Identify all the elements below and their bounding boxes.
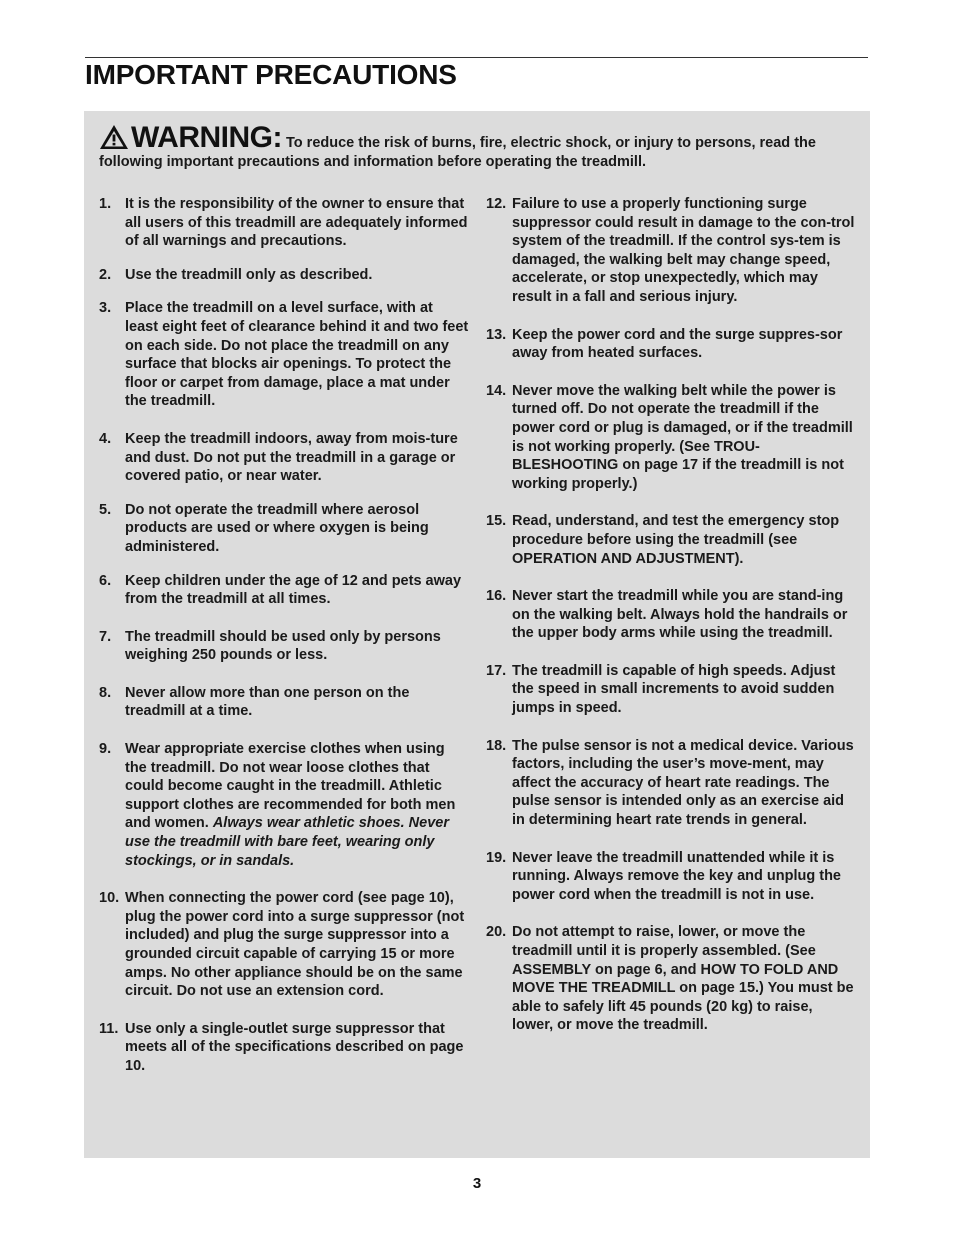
warning-word: WARNING: <box>131 121 282 154</box>
top-rule <box>85 57 868 58</box>
item-text: Read, understand, and test the emergency stop procedure before using the treadmill (see OPERATION AND ADJUSTMENT). <box>512 513 840 567</box>
page-title: IMPORTANT PRECAUTIONS <box>85 59 457 90</box>
item-number: 8. <box>99 684 112 701</box>
item-number: 3. <box>99 300 112 317</box>
item-number: 14. <box>486 382 507 399</box>
precaution-item-9 <box>99 740 469 870</box>
item-text: Keep children under the age of 12 and pets away from the treadmill at all times. <box>125 572 462 608</box>
precaution-item-2 <box>99 266 469 285</box>
precaution-item-14 <box>486 382 856 494</box>
item-number: 5. <box>99 501 112 518</box>
item-text: Never allow more than one person on the treadmill at a time. <box>125 684 410 720</box>
item-number: 18. <box>486 737 507 754</box>
precaution-item-8 <box>99 684 469 721</box>
precautions-panel <box>84 111 870 1158</box>
item-number: 6. <box>99 572 112 589</box>
item-text: Keep the power cord and the surge suppres-sor away from heated surfaces. <box>512 326 843 362</box>
page-number: 3 <box>472 1175 482 1192</box>
precaution-item-19 <box>486 849 856 905</box>
precaution-item-3 <box>99 299 469 411</box>
item-text: The treadmill should be used only by persons weighing 250 pounds or less. <box>125 628 441 664</box>
warning-triangle-icon <box>99 124 129 150</box>
item-number: 20. <box>486 924 507 941</box>
precaution-item-10 <box>99 889 469 1001</box>
item-number: 16. <box>486 588 507 605</box>
item-number: 9. <box>99 741 112 758</box>
item-number: 12. <box>486 196 507 212</box>
precaution-item-17 <box>486 662 856 718</box>
precaution-item-7 <box>99 628 469 665</box>
precaution-item-12 <box>486 195 856 307</box>
precaution-item-11 <box>99 1020 469 1076</box>
precaution-item-4 <box>99 430 469 486</box>
item-text: Never leave the treadmill unattended while it is running. Always remove the key and unplug the power cord when the treadmill is not in use. <box>512 849 841 903</box>
item-number: 1. <box>99 196 112 212</box>
item-text: Do not operate the treadmill where aerosol products are used or where oxygen is being administered. <box>125 501 429 555</box>
item-number: 17. <box>486 662 507 679</box>
item-text: Use the treadmill only as described. <box>125 266 373 283</box>
item-text: Use only a single-outlet surge suppressor that meets all of the specifications described on page 10. <box>125 1020 464 1074</box>
warning-text: To reduce the risk of burns, fire, electric shock, or injury to persons, read the following important precautions and information before operating the treadmill. <box>99 135 816 170</box>
item-text: Do not attempt to raise, lower, or move the treadmill until it is properly assembled. (See ASSEMBLY on page 6, and HOW TO FOLD AND MOVE THE TREADMILL on page 15.) You must be able to safely lift 45 pounds (20 kg) to raise, lower, or move the treadmill. <box>512 924 854 1034</box>
item-text: Keep the treadmill indoors, away from mois-ture and dust. Do not put the treadmill in a garage or covered patio, or near water. <box>125 430 458 485</box>
item-number: 7. <box>99 628 112 645</box>
item-text: The pulse sensor is not a medical device. Various factors, including the user’s move-ment, may affect the accuracy of heart rate readings. The pulse sensor is intended only as an exercise aid in determining heart rate trends in general. <box>512 737 854 829</box>
left-column <box>99 195 469 1076</box>
item-number: 4. <box>99 430 112 447</box>
precaution-item-13 <box>486 326 856 363</box>
item-number: 15. <box>486 513 507 530</box>
item-text: Never move the walking belt while the power is turned off. Do not operate the treadmill if the power cord or plug is damaged, or if the treadmill is not working properly. (See TROU-BLESHOOTING on page 17 if the treadmill is not working properly.) <box>512 382 853 492</box>
item-text: Place the treadmill on a level surface, with at least eight feet of clearance behind it and two feet on each side. Do not place the treadmill on any surface that blocks air openings. To protect the floor or carpet from damage, place a mat under the treadmill. <box>125 300 469 410</box>
precaution-item-18 <box>486 737 856 830</box>
precaution-item-6 <box>99 572 469 609</box>
precaution-item-1 <box>99 195 469 251</box>
precaution-item-5 <box>99 501 469 557</box>
item-number: 2. <box>99 266 112 283</box>
item-text: The treadmill is capable of high speeds. Adjust the speed in small increments to avoid sudden jumps in speed. <box>512 662 836 717</box>
item-text: It is the responsibility of the owner to ensure that all users of this treadmill are adequately informed of all warnings and precautions. <box>125 196 468 250</box>
item-number: 13. <box>486 326 507 343</box>
item-text: Wear appropriate exercise clothes when using the treadmill. Do not wear loose clothes that could become caught in the treadmill. Athletic support clothes are recommended for both men and women. <box>125 741 456 832</box>
item-number: 10. <box>99 890 120 907</box>
precaution-item-16 <box>486 587 856 643</box>
warning-statement <box>99 121 859 172</box>
precaution-item-15 <box>486 512 856 568</box>
item-number: 19. <box>486 849 507 866</box>
item-italic-text: Always wear athletic shoes. Never use the treadmill with bare feet, wearing only stockings, or in sandals. <box>125 815 449 869</box>
item-text: Never start the treadmill while you are stand-ing on the walking belt. Always hold the handrails or the upper body arms while using the treadmill. <box>512 588 848 642</box>
precaution-item-20 <box>486 923 856 1035</box>
right-column <box>486 195 856 1035</box>
item-text: Failure to use a properly functioning surge suppressor could result in damage to the con-trol system of the treadmill. If the control sys-tem is damaged, the walking belt may change speed, accelerate, or stop unexpectedly, which may result in a fall and serious injury. <box>512 196 855 305</box>
item-text: When connecting the power cord (see page 10), plug the power cord into a surge suppressor (not included) and plug the surge suppressor into a grounded circuit capable of carrying 15 or more amps. No other appliance should be on the same circuit. Do not use an extension cord. <box>125 890 465 1000</box>
item-number: 11. <box>99 1020 119 1037</box>
